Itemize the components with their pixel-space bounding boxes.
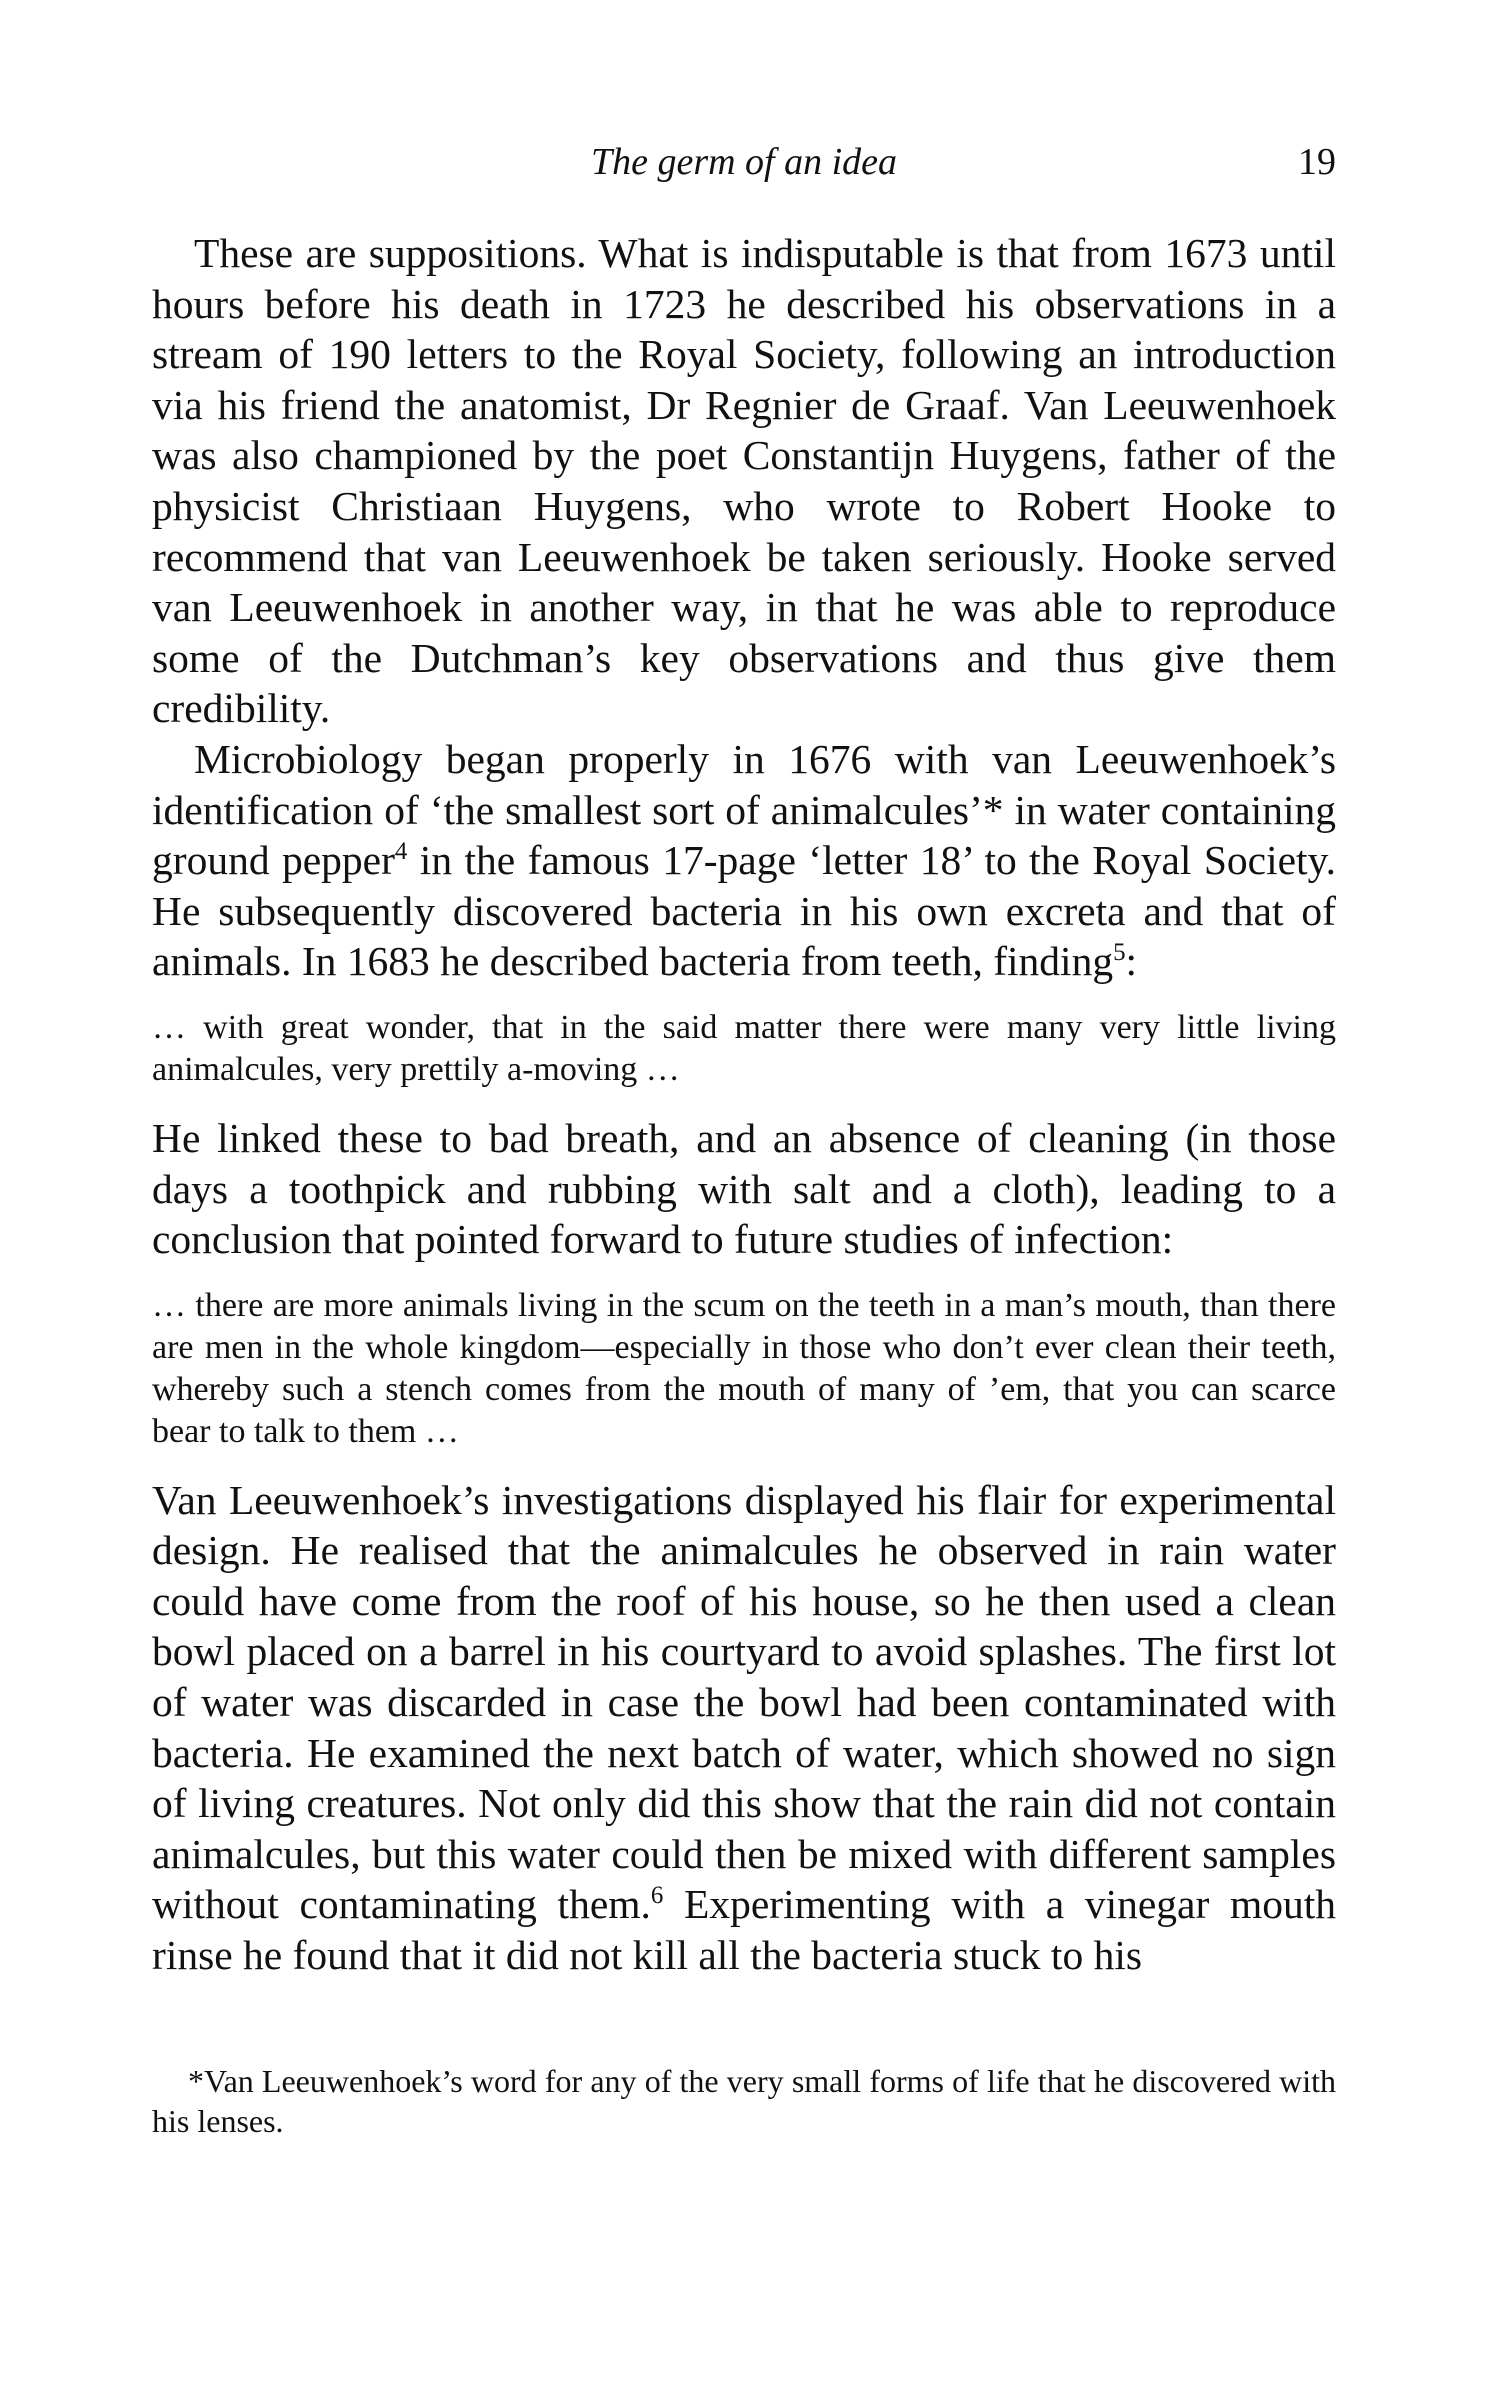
paragraph-1: These are suppositions. What is indisputable is that from 1673 until hours before his death in 1723 he described his observations in a stream of 190 letters to the Royal Society, following an introduction via his friend the anatomist, Dr Regnier de Graaf. Van Leeuwenhoek was also championed by the poet Constantijn Huygens, father of the physicist Christiaan Huygens, who wrote to Robert Hooke to recommend that van Leeuwenhoek be taken seriously. Hooke served van Leeuwenhoek in another way, in that he was able to reproduce some of the Dutchman’s key observations and thus give them credibility. (152, 230, 1336, 732)
footnote-ref-6: 6 (650, 1882, 664, 1910)
footnote-ref-4: 4 (394, 838, 408, 866)
footnote-ref-5: 5 (1113, 939, 1126, 967)
paragraph-4 (152, 1475, 1336, 1981)
paragraph-2-text-a: Microbiology began properly in 1676 with van Leeuwenhoek’s identification of ‘the smallest sort of animalcules’* in water containing ground pepper (152, 735, 1336, 884)
block-quote-2: … there are more animals living in the scum on the teeth in a man’s mouth, than there are men in the whole kingdom—especially in those who don’t ever clean their teeth, whereby such a stench comes from the mouth of many of ’em, that you can scarce bear to talk to them … (152, 1286, 1336, 1450)
paragraph-2-text-b: in the famous 17-page ‘letter 18’ to the Royal Society. He subsequently discovered bacteria in his own excreta and that of animals. In 1683 he described bacteria from teeth, finding (152, 837, 1336, 985)
block-quote-1: … with great wonder, that in the said matter there were many very little living animalcules, very prettily a-moving … (152, 1008, 1336, 1088)
paragraph-2 (152, 734, 1336, 987)
paragraph-4-text-a: Van Leeuwenhoek’s investigations displayed his flair for experimental design. He realised that the animalcules he observed in rain water could have come from the roof of his house, so he then used a clean bowl placed on a barrel in his courtyard to avoid splashes. The first lot of water was discarded in case the bowl had been contaminated with bacteria. He examined the next batch of water, which showed no sign of living creatures. Not only did this show that the rain did not contain animalcules, but this water could then be mixed with different samples without contaminating them. (152, 1476, 1336, 1928)
paragraph-4-text-b: Experimenting with a vinegar mouth rinse he found that it did not kill all the bacteria stuck to his (152, 1881, 1337, 1979)
page-number: 19 (1298, 141, 1336, 183)
book-page (152, 140, 1336, 2141)
running-title: The germ of an idea (590, 141, 898, 183)
footnote: *Van Leeuwenhoek’s word for any of the very small forms of life that he discovered with his lenses. (152, 2062, 1336, 2139)
paragraph-3: He linked these to bad breath, and an absence of cleaning (in those days a toothpick and rubbing with salt and a cloth), leading to a conclusion that pointed forward to future studies of infection: (152, 1114, 1336, 1263)
body-text (152, 228, 1336, 1981)
running-head (152, 140, 1336, 200)
paragraph-2-text-c: : (1125, 938, 1138, 985)
